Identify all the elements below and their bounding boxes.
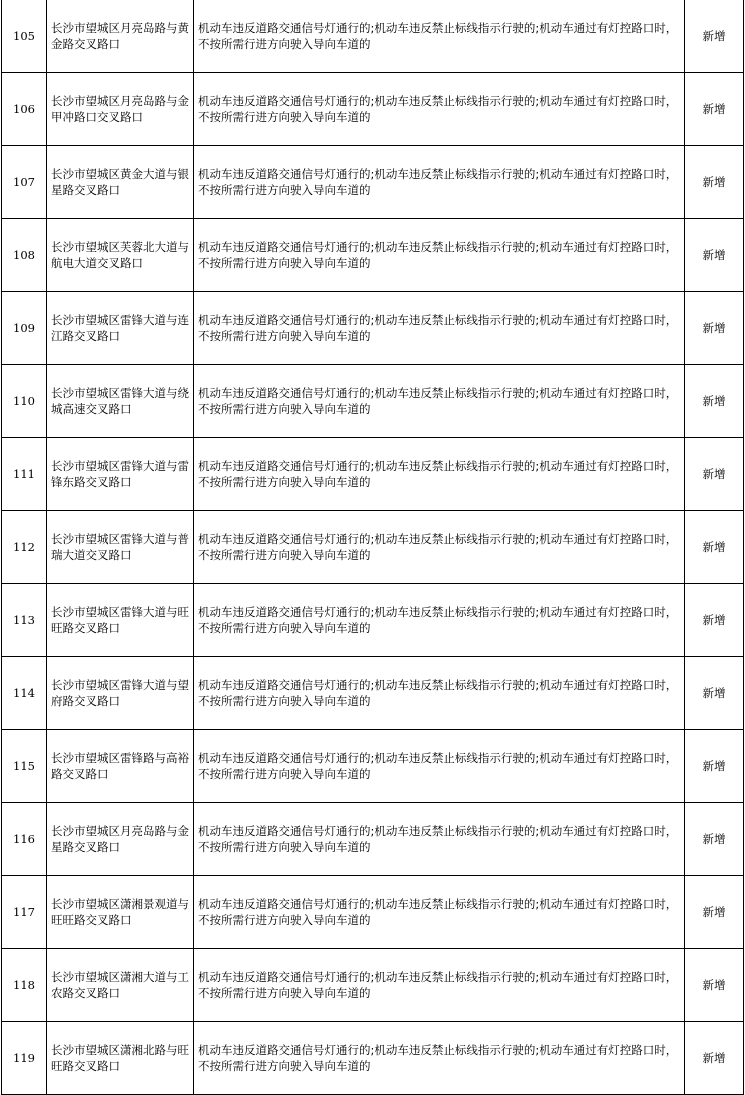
status-cell: 新增: [685, 1022, 744, 1095]
violation-description-cell: 机动车违反道路交通信号灯通行的;机动车违反禁止标线指示行驶的;机动车通过有灯控路口时，不按所需行进方向驶入导向车道的: [194, 657, 685, 730]
location-cell: 长沙市望城区雷锋大道与绕城高速交叉路口: [47, 365, 194, 438]
row-number-cell: 115: [2, 730, 47, 803]
violation-description-cell: 机动车违反道路交通信号灯通行的;机动车违反禁止标线指示行驶的;机动车通过有灯控路口时，不按所需行进方向驶入导向车道的: [194, 949, 685, 1022]
violation-description-cell: 机动车违反道路交通信号灯通行的;机动车违反禁止标线指示行驶的;机动车通过有灯控路口时，不按所需行进方向驶入导向车道的: [194, 0, 685, 73]
table-row: [2, 438, 744, 511]
table-row: [2, 803, 744, 876]
violation-description-cell: 机动车违反道路交通信号灯通行的;机动车违反禁止标线指示行驶的;机动车通过有灯控路口时，不按所需行进方向驶入导向车道的: [194, 584, 685, 657]
status-cell: 新增: [685, 657, 744, 730]
table-row: [2, 657, 744, 730]
row-number-cell: 110: [2, 365, 47, 438]
location-cell: 长沙市望城区雷锋大道与望府路交叉路口: [47, 657, 194, 730]
camera-location-table: [1, 0, 744, 1095]
location-cell: 长沙市望城区潇湘北路与旺旺路交叉路口: [47, 1022, 194, 1095]
location-cell: 长沙市望城区雷锋大道与普瑞大道交叉路口: [47, 511, 194, 584]
violation-description-cell: 机动车违反道路交通信号灯通行的;机动车违反禁止标线指示行驶的;机动车通过有灯控路口时，不按所需行进方向驶入导向车道的: [194, 876, 685, 949]
status-cell: 新增: [685, 365, 744, 438]
row-number-cell: 106: [2, 73, 47, 146]
location-cell: 长沙市望城区潇湘景观道与旺旺路交叉路口: [47, 876, 194, 949]
table-row: [2, 876, 744, 949]
row-number-cell: 108: [2, 219, 47, 292]
row-number-cell: 119: [2, 1022, 47, 1095]
location-cell: 长沙市望城区芙蓉北大道与航电大道交叉路口: [47, 219, 194, 292]
violation-description-cell: 机动车违反道路交通信号灯通行的;机动车违反禁止标线指示行驶的;机动车通过有灯控路口时，不按所需行进方向驶入导向车道的: [194, 803, 685, 876]
row-number-cell: 116: [2, 803, 47, 876]
table-row: [2, 365, 744, 438]
location-cell: 长沙市望城区黄金大道与银星路交叉路口: [47, 146, 194, 219]
table-body: [2, 0, 744, 1095]
row-number-cell: 114: [2, 657, 47, 730]
table-row: [2, 73, 744, 146]
row-number-cell: 117: [2, 876, 47, 949]
table-row: [2, 511, 744, 584]
location-cell: 长沙市望城区雷锋大道与连江路交叉路口: [47, 292, 194, 365]
table-row: [2, 219, 744, 292]
violation-description-cell: 机动车违反道路交通信号灯通行的;机动车违反禁止标线指示行驶的;机动车通过有灯控路口时，不按所需行进方向驶入导向车道的: [194, 438, 685, 511]
status-cell: 新增: [685, 0, 744, 73]
status-cell: 新增: [685, 146, 744, 219]
location-cell: 长沙市望城区月亮岛路与黄金路交叉路口: [47, 0, 194, 73]
table-row: [2, 292, 744, 365]
violation-description-cell: 机动车违反道路交通信号灯通行的;机动车违反禁止标线指示行驶的;机动车通过有灯控路口时，不按所需行进方向驶入导向车道的: [194, 73, 685, 146]
status-cell: 新增: [685, 292, 744, 365]
location-cell: 长沙市望城区雷锋路与高裕路交叉路口: [47, 730, 194, 803]
row-number-cell: 107: [2, 146, 47, 219]
violation-description-cell: 机动车违反道路交通信号灯通行的;机动车违反禁止标线指示行驶的;机动车通过有灯控路口时，不按所需行进方向驶入导向车道的: [194, 146, 685, 219]
table-row: [2, 730, 744, 803]
status-cell: 新增: [685, 511, 744, 584]
table-row: [2, 949, 744, 1022]
violation-description-cell: 机动车违反道路交通信号灯通行的;机动车违反禁止标线指示行驶的;机动车通过有灯控路口时，不按所需行进方向驶入导向车道的: [194, 1022, 685, 1095]
table-row: [2, 1022, 744, 1095]
violation-description-cell: 机动车违反道路交通信号灯通行的;机动车违反禁止标线指示行驶的;机动车通过有灯控路口时，不按所需行进方向驶入导向车道的: [194, 292, 685, 365]
status-cell: 新增: [685, 949, 744, 1022]
location-cell: 长沙市望城区潇湘大道与工农路交叉路口: [47, 949, 194, 1022]
status-cell: 新增: [685, 73, 744, 146]
row-number-cell: 111: [2, 438, 47, 511]
status-cell: 新增: [685, 803, 744, 876]
location-cell: 长沙市望城区雷锋大道与旺旺路交叉路口: [47, 584, 194, 657]
table-row: [2, 0, 744, 73]
row-number-cell: 118: [2, 949, 47, 1022]
status-cell: 新增: [685, 219, 744, 292]
location-cell: 长沙市望城区雷锋大道与雷锋东路交叉路口: [47, 438, 194, 511]
table-row: [2, 146, 744, 219]
table-row: [2, 584, 744, 657]
row-number-cell: 112: [2, 511, 47, 584]
location-cell: 长沙市望城区月亮岛路与金甲冲路口交叉路口: [47, 73, 194, 146]
violation-description-cell: 机动车违反道路交通信号灯通行的;机动车违反禁止标线指示行驶的;机动车通过有灯控路口时，不按所需行进方向驶入导向车道的: [194, 219, 685, 292]
status-cell: 新增: [685, 438, 744, 511]
row-number-cell: 105: [2, 0, 47, 73]
row-number-cell: 109: [2, 292, 47, 365]
violation-description-cell: 机动车违反道路交通信号灯通行的;机动车违反禁止标线指示行驶的;机动车通过有灯控路口时，不按所需行进方向驶入导向车道的: [194, 730, 685, 803]
location-cell: 长沙市望城区月亮岛路与金星路交叉路口: [47, 803, 194, 876]
status-cell: 新增: [685, 730, 744, 803]
status-cell: 新增: [685, 584, 744, 657]
violation-description-cell: 机动车违反道路交通信号灯通行的;机动车违反禁止标线指示行驶的;机动车通过有灯控路口时，不按所需行进方向驶入导向车道的: [194, 511, 685, 584]
violation-description-cell: 机动车违反道路交通信号灯通行的;机动车违反禁止标线指示行驶的;机动车通过有灯控路口时，不按所需行进方向驶入导向车道的: [194, 365, 685, 438]
row-number-cell: 113: [2, 584, 47, 657]
status-cell: 新增: [685, 876, 744, 949]
